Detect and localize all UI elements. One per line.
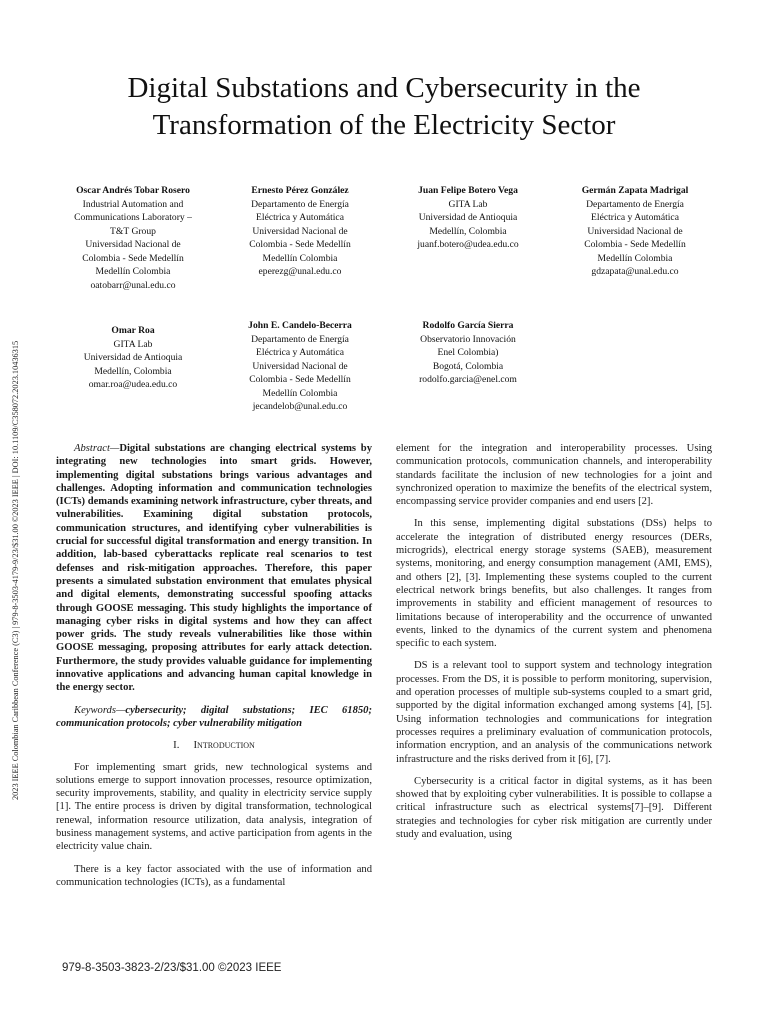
author-name: Juan Felipe Botero Vega [418,185,518,196]
author-email: oatobarr@unal.edu.co [90,279,176,291]
paper-title [60,70,708,144]
author-affiliation: Departamento de Energía [251,198,349,210]
author-block [215,319,385,414]
author-affiliation: Eléctrica y Automática [256,347,344,358]
author-affiliation: Medellín, Colombia [429,225,507,237]
author-block [550,184,720,279]
author-affiliation: Universidad Nacional de [252,360,348,372]
author-affiliation: Colombia - Sede Medellín [584,239,686,250]
author-affiliation: Departamento de Energía [251,333,349,345]
author-affiliation: Colombia - Sede Medellín [249,374,351,385]
author-affiliation: Universidad Nacional de [85,239,181,250]
author-affiliation: Communications Laboratory – [74,212,192,223]
author-block [383,319,553,387]
author-affiliation: Medellín Colombia [95,266,171,277]
title-line-2: Transformation of the Electricity Sector [152,109,616,141]
author-affiliation: Colombia - Sede Medellín [249,239,351,250]
body-paragraph: For implementing smart grids, new technological systems and solutions emerge to support innovation processes, resource optimization, security improvements, stability, and quality in electricity service supply [1]. The entire process is driven by digital transformation, technological renewal, information resource utilization, data analysis, integration of business management systems, and active participation from agents in the electricity value chain. [56,761,372,853]
body-paragraph: Cybersecurity is a critical factor in digital systems, as it has been showed that by exploiting cyber vulnerabilities. It is possible to collapse a critical infrastructure such as electrical systems[7]–[9]. Different strategies and technologies for cyber risk mitigation are currently under study and evaluation, using [396,775,712,841]
author-affiliation: Medellín, Colombia [94,365,172,377]
author-email: juanf.botero@udea.edu.co [417,239,519,250]
left-column [56,442,372,898]
author-email: gdzapata@unal.edu.co [591,266,679,277]
author-affiliation: Colombia - Sede Medellín [82,252,184,264]
section-heading-introduction [56,739,372,752]
keywords-label: Keywords— [74,704,126,716]
title-line-1: Digital Substations and Cybersecurity in the [127,72,641,104]
abstract-text: Digital substations are changing electrical systems by integrating new technologies into smart grids. However, implementing digital substations brings various advantages and challenges. Adopting information and communication technologies (ICTs) demands examining network infrastructure, cyber threats, and vulnerabilities. Examining digital substation protocols, communication structures, and identifying cyber vulnerabilities is crucial for successful digital transformation and energy transition. In addition, lab-based cyberattacks replicate real scenarios to test defenses and risk-mitigation approaches. Therefore, this paper presents a simulated substation environment that emulates physical and digital elements, demonstrating successful spoofing attacks through GOOSE messaging. This study highlights the importance of managing cyber risks in digital systems and how they can affect power grids. The study reveals vulnerabilities like those within GOOSE messaging, proposing attributes for early attack detection. Furthermore, the study provides valuable guidance for implementing innovative applications and advancing human capital knowledge in the energy sector. [56,443,372,694]
author-affiliation: Universidad de Antioquia [83,352,183,363]
copyright-footer: 979-8-3503-3823-2/23/$31.00 ©2023 IEEE [62,962,282,974]
section-title: Introduction [193,739,255,752]
right-column [396,442,712,850]
author-name: Omar Roa [111,325,155,336]
author-affiliation: GITA Lab [448,198,488,210]
author-affiliation: Industrial Automation and [82,198,184,210]
author-affiliation: Eléctrica y Automática [591,212,679,223]
body-paragraph: In this sense, implementing digital substations (DSs) helps to accelerate the integration of distributed energy resources (DERs, microgrids), electrical energy storage systems (SAEB), measurement systems, monitoring, and energy consumption management (AMI, EMS), and others [2], [3]. Implementing these systems coupled to the current electrical network brings benefits, but also challenges. It ranges from improvements in stability and efficient management of resources to limitations because of interoperability and the occurrence of unwanted events, linked to the dynamics of the current system and phenomena specific to each system. [396,518,712,650]
author-name: John E. Candelo-Becerra [248,320,352,331]
author-affiliation: Universidad Nacional de [252,225,348,237]
abstract [56,442,372,695]
author-block [383,184,553,252]
body-paragraph: element for the integration and interoperability processes. Using communication protocols, communication channels, and interoperability standards facilitate the inclusion of new technologies for a joint and synchronized operation to maximize the benefits of the electrical system, encompassing service provider companies and end users [2]. [396,443,712,508]
author-block [48,324,218,392]
author-affiliation: Medellín Colombia [262,387,338,399]
author-email: eperezg@unal.edu.co [258,266,342,277]
author-name: Germán Zapata Madrigal [581,185,689,196]
author-affiliation: Medellín Colombia [262,252,338,264]
author-affiliation: Enel Colombia) [437,347,499,358]
author-block [215,184,385,279]
author-affiliation: Observatorio Innovación [420,333,516,345]
author-name: Oscar Andrés Tobar Rosero [76,185,190,196]
keywords [56,704,372,731]
author-email: rodolfo.garcia@enel.com [419,374,517,385]
author-affiliation: GITA Lab [113,338,153,350]
author-name: Ernesto Pérez González [251,185,349,196]
author-email: omar.roa@udea.edu.co [88,379,178,390]
abstract-label: Abstract— [74,443,120,454]
author-affiliation: Universidad de Antioquia [418,212,518,223]
author-affiliation: T&T Group [110,225,156,237]
author-email: jecandelob@unal.edu.co [252,401,348,412]
author-affiliation: Eléctrica y Automática [256,212,344,223]
section-number: I. [173,739,180,752]
author-block [48,184,218,292]
side-doi-stamp: 2023 IEEE Colombian Caribbean Conference (C3) | 979-8-3503-4179-9/23/$31.00 ©2023 IEEE | DOI: 10.1109/C358072.2023.10436315 [11,340,20,800]
body-paragraph: There is a key factor associated with the use of information and communication technologies (ICTs), as a fundamental [56,863,372,888]
author-affiliation: Bogotá, Colombia [432,360,504,372]
keywords-text: cybersecurity; digital substations; IEC 61850; communication protocols; cyber vulnerability mitigation [56,704,372,729]
body-paragraph: DS is a relevant tool to support system and technology integration processes. From the DS, it is possible to perform monitoring, supervision, and operation processes of multiple sub-systems coupled to a smart grid, supported by the digital information exchanged among systems [4], [5]. Using information technologies and communications for integration processes requires a preliminary evaluation of communication protocols, information encryption, and an analysis of the communications network infrastructure and the risks derived from it [6], [7]. [396,660,712,765]
author-affiliation: Medellín Colombia [597,252,673,264]
author-name: Rodolfo García Sierra [422,320,514,331]
author-affiliation: Universidad Nacional de [587,225,683,237]
author-affiliation: Departamento de Energía [586,198,684,210]
